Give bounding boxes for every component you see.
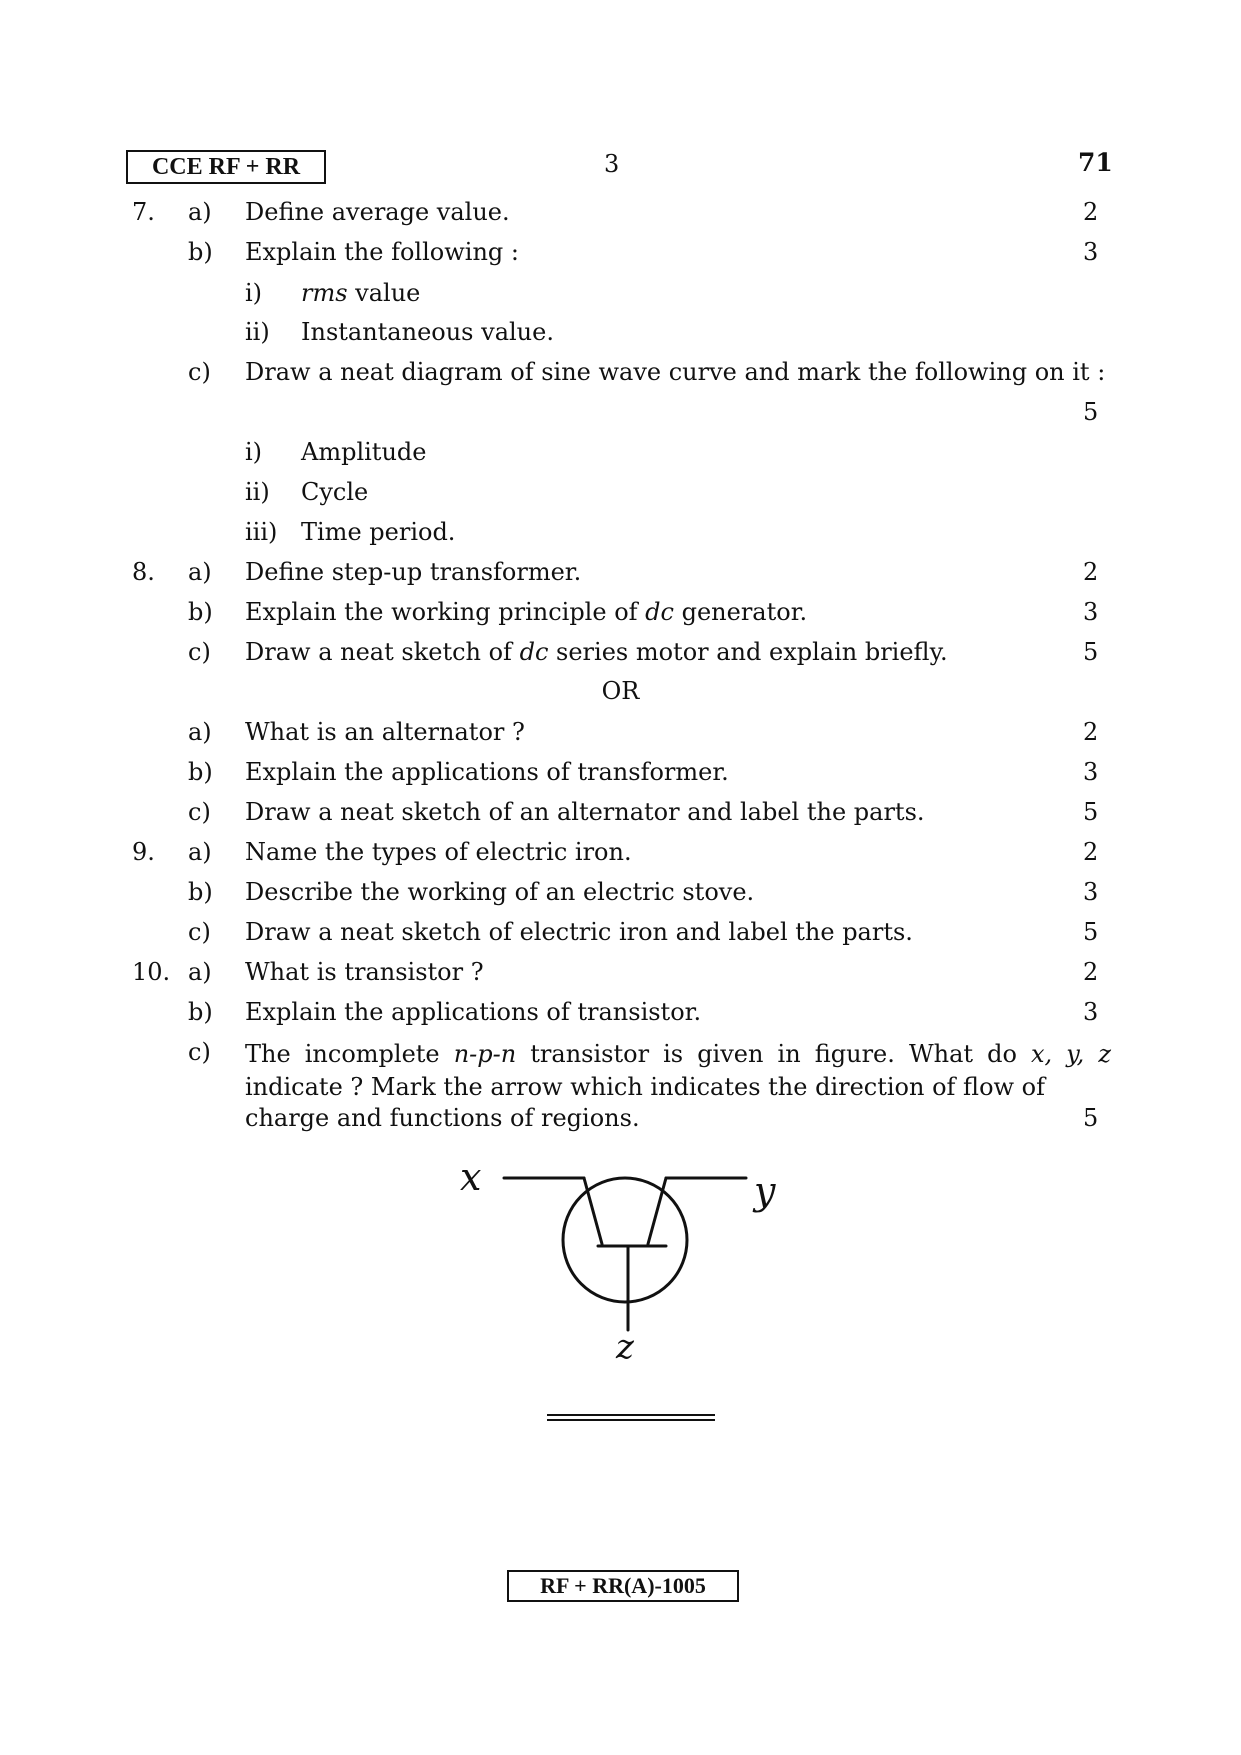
question-8c	[0, 638, 1241, 672]
sub-text: Cycle	[301, 478, 369, 506]
question-7c-i	[0, 438, 1241, 472]
header-code-box	[126, 150, 326, 184]
part-text: Draw a neat sketch of electric iron and label the parts.	[245, 918, 913, 946]
part-marks: 3	[1083, 238, 1099, 266]
part-label: a)	[188, 958, 212, 986]
sub-label: i)	[245, 438, 263, 466]
question-number: 9.	[132, 838, 155, 866]
sub-text: Time period.	[301, 518, 456, 546]
part-marks: 5	[1083, 798, 1099, 826]
part-text: What is transistor ?	[245, 958, 484, 986]
label-y: y	[754, 1169, 776, 1213]
question-10c-last-line	[0, 1104, 1241, 1138]
part-text: Draw a neat diagram of sine wave curve and mark the following on it :	[245, 358, 1106, 386]
part-label: c)	[188, 358, 211, 386]
footer-code-label: RF + RR(A)-1005	[540, 1573, 706, 1598]
part-text: charge and functions of regions.	[245, 1104, 640, 1132]
part-text: Define average value.	[245, 198, 510, 226]
question-10c-text: The incomplete n-p-n transistor is given in figure. What do x, y, z indicate ? Mark the arrow which indicates the direction of flow of	[245, 1040, 1111, 1101]
label-x: x	[460, 1160, 482, 1199]
part-marks: 2	[1083, 198, 1099, 226]
question-8-alt-c	[0, 798, 1241, 832]
part-label: a)	[188, 198, 212, 226]
part-label: c)	[188, 1038, 211, 1066]
part-text: Define step-up transformer.	[245, 558, 582, 586]
part-marks: 2	[1083, 958, 1099, 986]
label-z: z	[616, 1327, 634, 1360]
question-8a	[0, 558, 1241, 592]
question-7a	[0, 198, 1241, 232]
question-9a	[0, 838, 1241, 872]
part-marks: 5	[1083, 1104, 1099, 1132]
part-text: What is an alternator ?	[245, 718, 525, 746]
part-label: c)	[188, 918, 211, 946]
question-8-alt-a	[0, 718, 1241, 752]
question-number: 7.	[132, 198, 155, 226]
part-marks: 2	[1083, 838, 1099, 866]
question-10a	[0, 958, 1241, 992]
sub-label: ii)	[245, 478, 270, 506]
part-text: Explain the following :	[245, 238, 519, 266]
footer-code-box	[507, 1570, 739, 1602]
part-text: Explain the applications of transformer.	[245, 758, 729, 786]
part-text: Describe the working of an electric stove.	[245, 878, 755, 906]
question-7b	[0, 238, 1241, 272]
sub-label: ii)	[245, 318, 270, 346]
end-rule-bottom	[547, 1419, 715, 1421]
part-text: Explain the applications of transistor.	[245, 998, 702, 1026]
question-number: 8.	[132, 558, 155, 586]
part-marks: 2	[1083, 718, 1099, 746]
part-marks: 3	[1083, 598, 1099, 626]
header-code-label: CCE RF + RR	[151, 153, 301, 180]
part-label: b)	[188, 598, 213, 626]
part-marks: 3	[1083, 758, 1099, 786]
question-8b	[0, 598, 1241, 632]
part-label: b)	[188, 998, 213, 1026]
end-rule-top	[547, 1414, 715, 1416]
question-9c	[0, 918, 1241, 952]
question-7b-ii	[0, 318, 1241, 352]
part-label: b)	[188, 238, 213, 266]
question-7c-ii	[0, 478, 1241, 512]
part-text: Name the types of electric iron.	[245, 838, 632, 866]
part-label: b)	[188, 758, 213, 786]
question-10b	[0, 998, 1241, 1032]
question-9b	[0, 878, 1241, 912]
question-7b-i	[0, 279, 1241, 313]
part-marks: 5	[1083, 638, 1099, 666]
question-7c	[0, 358, 1241, 392]
part-marks: 2	[1083, 558, 1099, 586]
part-label: c)	[188, 638, 211, 666]
sub-label: i)	[245, 279, 263, 307]
part-marks: 5	[1083, 918, 1099, 946]
part-text: Explain the working principle of dc generator.	[245, 598, 808, 626]
sub-text: rms value	[301, 279, 421, 307]
sub-text: Instantaneous value.	[301, 318, 554, 346]
part-label: a)	[188, 838, 212, 866]
sub-text: Amplitude	[301, 438, 427, 466]
or-divider: OR	[601, 677, 640, 705]
paper-code: 71	[1078, 148, 1113, 177]
part-marks: 3	[1083, 878, 1099, 906]
question-8-alt-b	[0, 758, 1241, 792]
question-7c-marks	[0, 398, 1241, 432]
question-7c-iii	[0, 518, 1241, 552]
part-text: Draw a neat sketch of an alternator and label the parts.	[245, 798, 925, 826]
part-label: a)	[188, 558, 212, 586]
part-label: c)	[188, 798, 211, 826]
part-label: a)	[188, 718, 212, 746]
transistor-circle	[563, 1178, 687, 1302]
part-label: b)	[188, 878, 213, 906]
sub-label: iii)	[245, 518, 278, 546]
part-text: Draw a neat sketch of dc series motor and explain briefly.	[245, 638, 948, 666]
question-number: 10.	[132, 958, 171, 986]
transistor-figure	[440, 1160, 800, 1360]
page-number: 3	[604, 150, 620, 178]
part-marks: 3	[1083, 998, 1099, 1026]
part-marks: 5	[1083, 398, 1099, 426]
